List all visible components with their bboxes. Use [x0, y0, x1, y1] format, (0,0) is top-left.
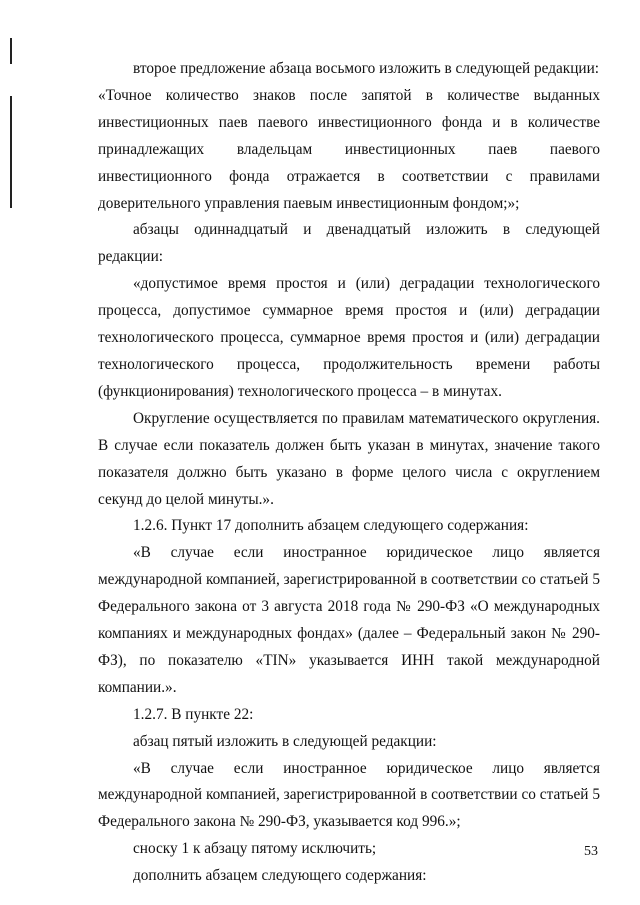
paragraph: абзац пятый изложить в следующей редакции: — [133, 732, 437, 750]
margin-change-bar — [10, 38, 12, 64]
document-body — [98, 56, 600, 890]
page-number: 53 — [584, 844, 598, 859]
paragraph: дополнить абзацем следующего содержания: — [133, 867, 427, 885]
paragraph: абзацы одиннадцатый и двенадцатый изложить в следующей редакции: — [98, 221, 600, 266]
paragraph: сноску 1 к абзацу пятому исключить; — [133, 840, 377, 858]
paragraph: Округление осуществляется по правилам математического округления. В случае если показатель должен быть указан в минутах, значение такого показателя должно быть указано в форме целого числа с округлением секунд до целой минуты.». — [98, 409, 600, 508]
margin-change-bar — [10, 96, 12, 208]
paragraph: «Точное количество знаков после запятой в количестве выданных инвестиционных паев паевого инвестиционного фонда и в количестве принадлежащих владельцам инвестиционных паев паевого инвестиционного фонда отражается в соответствии с правилами доверительного управления паевым инвестиционным фондом;»; — [98, 86, 600, 212]
paragraph: 1.2.7. В пункте 22: — [133, 705, 254, 723]
paragraph: 1.2.6. Пункт 17 дополнить абзацем следующего содержания: — [133, 517, 529, 535]
paragraph: «В случае если иностранное юридическое лицо является международной компанией, зарегистрированной в соответствии со статьей 5 Федерального закона от 3 августа 2018 года № 290-ФЗ «О международных компаниях и международных фондах» (далее – Федеральный закон № 290-ФЗ), по показателю «TIN» указывается ИНН такой международной компании.». — [98, 544, 600, 696]
paragraph: «допустимое время простоя и (или) деградации технологического процесса, допустимое суммарное время простоя и (или) деградации технологического процесса, суммарное время простоя и (или) деградации технологического процесса, продолжительность времени работы (функционирования) технологического процесса – в минутах. — [98, 275, 600, 400]
paragraph: «В случае если иностранное юридическое лицо является международной компанией, зарегистрированной в соответствии со статьей 5 Федерального закона № 290-ФЗ, указывается код 996.»; — [98, 759, 600, 831]
paragraph: второе предложение абзаца восьмого изложить в следующей редакции: — [133, 60, 600, 77]
